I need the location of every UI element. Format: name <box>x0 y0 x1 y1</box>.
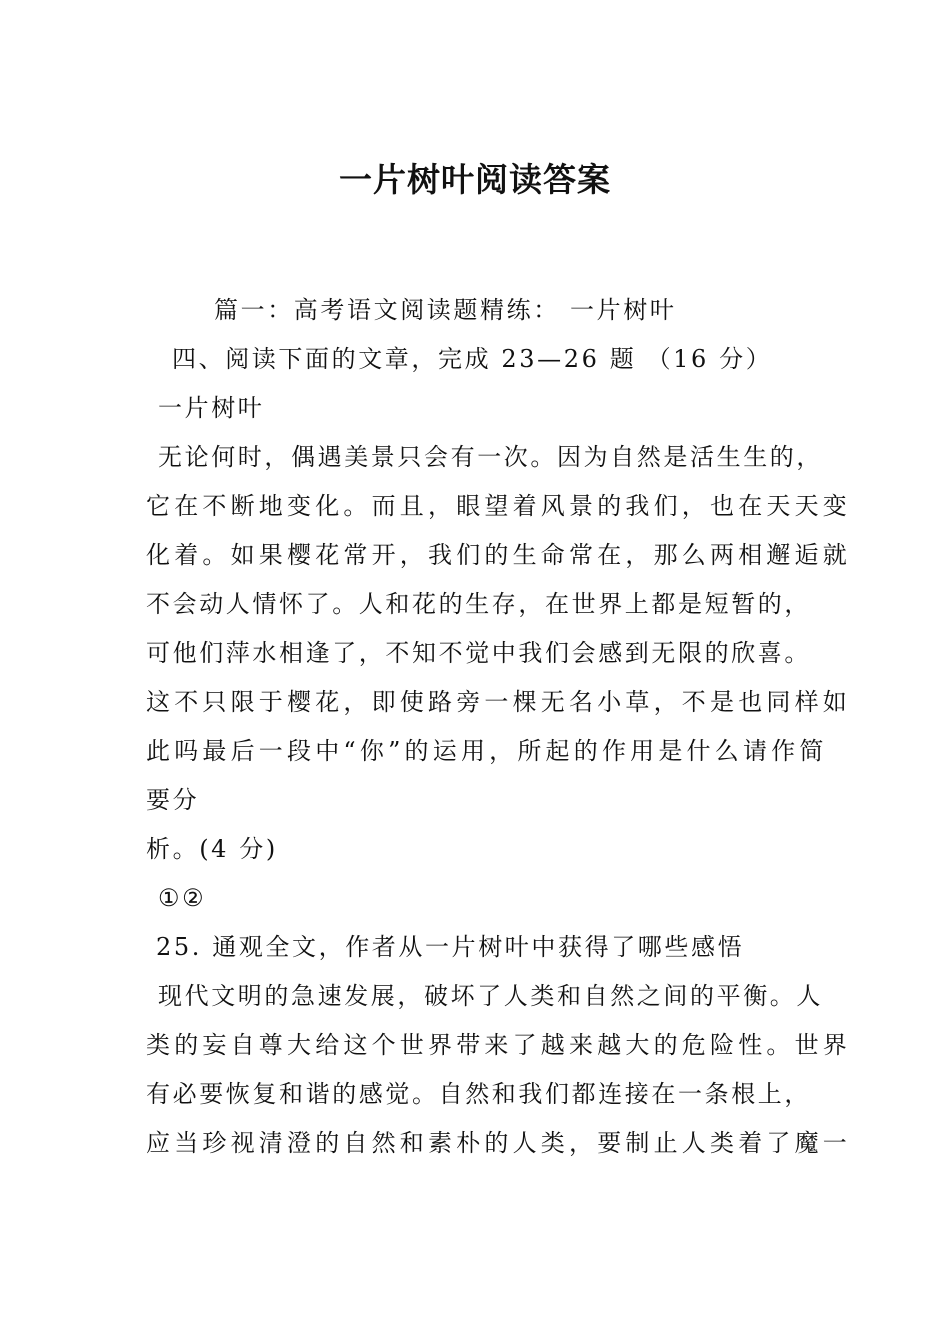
paragraph-line: 化着。如果樱花常开，我们的生命常在，那么两相邂逅就 <box>146 541 851 569</box>
answer-line: 有必要恢复和谐的感觉。自然和我们都连接在一条根上， <box>146 1080 811 1108</box>
answer-line: 应当珍视清澄的自然和素朴的人类，要制止人类着了魔一 <box>146 1129 851 1157</box>
answer-line: 类的妄自尊大给这个世界带来了越来越大的危险性。世界 <box>146 1031 851 1059</box>
document-title: 一片树叶阅读答案 <box>339 160 611 199</box>
document-body <box>146 286 851 1168</box>
section-heading: 篇一：高考语文阅读题精练： 一片树叶 <box>214 296 677 324</box>
paragraph-line: 不会动人情怀了。人和花的生存，在世界上都是短暂的， <box>146 590 811 618</box>
question-instruction: 四、阅读下面的文章，完成 23—26 题 （16 分） <box>172 345 773 373</box>
paragraph-line: 可他们萍水相逢了，不知不觉中我们会感到无限的欣喜。 <box>146 639 811 667</box>
article-title: 一片树叶 <box>158 394 265 422</box>
paragraph-line: 它在不断地变化。而且，眼望着风景的我们，也在天天变 <box>146 492 851 520</box>
paragraph-line: 无论何时，偶遇美景只会有一次。因为自然是活生生的， <box>158 443 823 471</box>
answer-markers: ①② <box>158 884 207 912</box>
paragraph-line: 要分 <box>146 786 200 814</box>
paragraph-line: 析。(4 分) <box>146 835 278 863</box>
question-25: 25. 通观全文，作者从一片树叶中获得了哪些感悟 <box>156 933 745 961</box>
paragraph-line: 此吗最后一段中“你”的运用，所起的作用是什么请作简 <box>146 737 828 765</box>
answer-line: 现代文明的急速发展，破坏了人类和自然之间的平衡。人 <box>158 982 823 1010</box>
paragraph-line: 这不只限于樱花，即使路旁一棵无名小草，不是也同样如 <box>146 688 851 716</box>
